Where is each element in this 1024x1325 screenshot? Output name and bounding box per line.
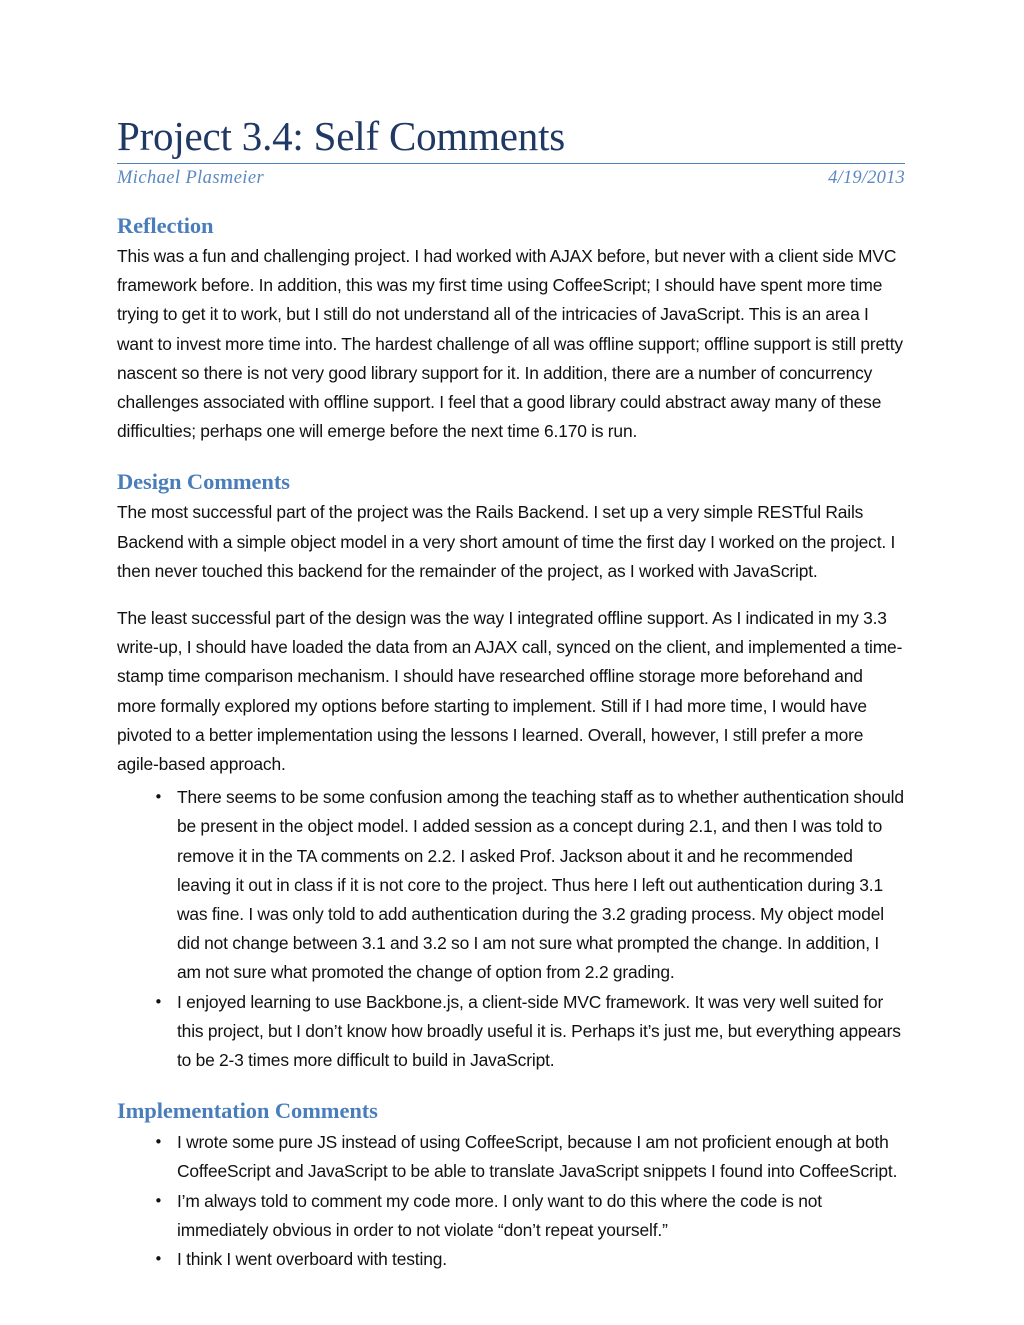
list-item (117, 783, 905, 987)
list-item-text: I wrote some pure JS instead of using CoffeeScript, because I am not proficient enough at both CoffeeScript and JavaScript to be able to translate JavaScript snippets I found into CoffeeScript. (177, 1132, 898, 1182)
bullet-icon: • (154, 1133, 163, 1152)
byline-author: Michael Plasmeier (117, 168, 265, 188)
implementation-comments-bullet-list (117, 1128, 905, 1274)
list-item-text: I think I went overboard with testing. (177, 1249, 447, 1270)
bullet-icon: • (154, 788, 163, 807)
bullet-icon: • (154, 992, 163, 1011)
section-heading-design-comments: Design Comments (117, 469, 290, 495)
paragraph-design-1: The most successful part of the project was the Rails Backend. I set up a very simple RESTful Rails Backend with a simple object model in a very short amount of time the first day I worked on the project. I then never touched this backend for the remainder of the project, as I worked with JavaScript. (117, 502, 896, 581)
page-title: Project 3.4: Self Comments (117, 113, 566, 159)
list-item-text: I enjoyed learning to use Backbone.js, a client-side MVC framework. It was very well suited for this project, but I don’t know how broadly useful it is. Perhaps it’s just me, but everything appears to be 2-3 times more difficult to build in JavaScript. (177, 991, 901, 1071)
list-item-text: I’m always told to comment my code more. I only want to do this where the code is not immediately obvious in order to not violate “don’t repeat yourself.” (177, 1190, 822, 1240)
bullet-icon: • (154, 1191, 163, 1210)
section-heading-implementation-comments: Implementation Comments (117, 1098, 378, 1124)
list-item-text: There seems to be some confusion among the teaching staff as to whether authentication should be present in the object model. I added session as a concept during 2.1, and then I was told to remove it in the TA comments on 2.2. I asked Prof. Jackson about it and he recommended leaving it out in class if it is not core to the project. Thus here I left out authentication during 3.1 was fine. I was only told to add authentication during the 3.2 grading process. My object model did not change between 3.1 and 3.2 so I am not sure what prompted the change. In addition, I am not sure what promoted the change of option from 2.2 grading. (177, 787, 904, 983)
section-heading-reflection: Reflection (117, 213, 214, 238)
byline-date: 4/19/2013 (828, 168, 905, 188)
paragraph-design-2: The least successful part of the design was the way I integrated offline support. As I indicated in my 3.3 write-up, I should have loaded the data from an AJAX call, synced on the client, and implemented a time-stamp time comparison mechanism. I should have researched offline storage more beforehand and more formally explored my options before starting to implement. Still if I had more time, I would have pivoted to a better implementation using the lessons I learned. Overall, however, I still prefer a more agile-based approach. (117, 608, 903, 775)
design-comments-bullet-list (117, 783, 905, 1075)
bullet-icon: • (154, 1250, 163, 1269)
byline (117, 166, 905, 190)
list-item (117, 1128, 905, 1186)
document-content (117, 112, 905, 1274)
list-item (117, 988, 905, 1076)
list-item (117, 1245, 905, 1274)
paragraph-reflection-1: This was a fun and challenging project. I had worked with AJAX before, but never with a client side MVC framework before. In addition, this was my first time using CoffeeScript; I should have spent more time trying to get it to work, but I still do not understand all of the intricacies of JavaScript. This is an area I want to invest more time into. The hardest challenge of all was offline support; offline support is still pretty nascent so there is not very good library support for it. In addition, there are a number of concurrency challenges associated with offline support. I feel that a good library could abstract away many of these difficulties; perhaps one will emerge before the next time 6.170 is run. (117, 246, 903, 442)
list-item (117, 1187, 905, 1245)
title-divider (117, 163, 905, 164)
